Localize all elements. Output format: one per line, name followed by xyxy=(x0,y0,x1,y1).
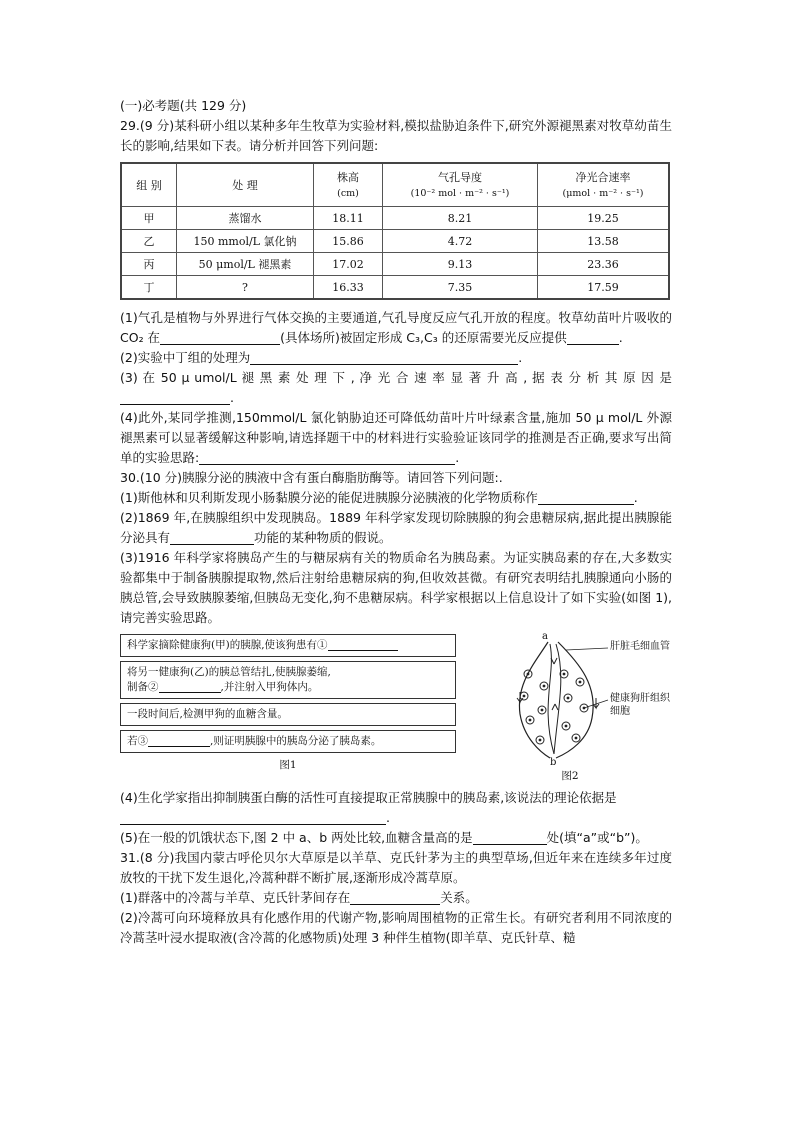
q30-part3: (3)1916 年科学家将胰岛产生的与糖尿病有关的物质命名为胰岛素。为证实胰岛素的存在,大多数实验都集中于制备胰腺提取物,然后注射给患糖尿病的狗,但收效甚微。有研究表明结扎胰腺通向小肠的胰总管,会导致胰腺萎缩,但胰岛无变化,狗不患糖尿病。科学家根据以上信息设计了如下实验(如图 1),请完善实验思路。 xyxy=(120,550,672,625)
table-row: 甲 蒸馏水 18.11 8.21 19.25 xyxy=(121,207,669,230)
answer-blank[interactable] xyxy=(120,390,230,405)
answer-blank[interactable] xyxy=(328,638,398,651)
table-row: 乙 150 mmol/L 氯化钠 15.86 4.72 13.58 xyxy=(121,230,669,253)
figure-2-diagram xyxy=(510,631,680,784)
results-table xyxy=(120,162,670,300)
flow-step-4: 若③ ,则证明胰腺中的胰岛分泌了胰岛素。 xyxy=(120,730,456,753)
point-a-label: a xyxy=(542,631,548,642)
figure-1-caption: 图1 xyxy=(279,759,297,771)
q29-intro: 29.(9 分)某科研小组以某种多年生牧草为实验材料,模拟盐胁迫条件下,研究外源褪黑素对牧草幼苗生长的影响,结果如下表。请分析并回答下列问题: xyxy=(120,118,672,153)
q29-part4: (4)此外,某同学推测,150mmol/L 氯化钠胁迫还可降低幼苗叶片叶绿素含量,施加 50 μ mol/L 外源褪黑素可以显著缓解这种影响,请选择题干中的材料进行实验验证该同学的推测是否正确,要求写出简单的实验思路: . xyxy=(120,410,672,465)
point-b-label: b xyxy=(550,757,557,768)
answer-blank[interactable] xyxy=(160,330,280,345)
header-group: 组 别 xyxy=(121,163,177,207)
q30-intro: 30.(10 分)胰腺分泌的胰液中含有蛋白酶脂肪酶等。请回答下列问题:. xyxy=(120,470,503,485)
q30-part4: (4)生化学家指出抑制胰蛋白酶的活性可直接提取正常胰腺中的胰岛素,该说法的理论依据是 . xyxy=(120,790,617,825)
answer-blank[interactable] xyxy=(567,330,619,345)
header-photosynthesis: 净光合速率 (μmol · m⁻² · s⁻¹) xyxy=(538,163,670,207)
figure-row xyxy=(120,631,672,784)
answer-blank[interactable] xyxy=(250,350,518,365)
q31-part2: (2)冷蒿可向环境释放具有化感作用的代谢产物,影响周围植物的正常生长。有研究者利用不同浓度的冷蒿茎叶浸水提取液(含冷蒿的化感物质)处理 3 种伴生植物(即羊草、克氏针草、糙 xyxy=(120,910,672,945)
header-treatment: 处 理 xyxy=(177,163,314,207)
answer-blank[interactable] xyxy=(120,810,386,825)
q30-part2: (2)1869 年,在胰腺组织中发现胰岛。1889 年科学家发现切除胰腺的狗会患糖尿病,据此提出胰腺能分泌具有 功能的某种物质的假说。 xyxy=(120,510,672,545)
q31-intro: 31.(8 分)我国内蒙古呼伦贝尔大草原是以羊草、克氏针茅为主的典型草场,但近年来在连续多年过度放牧的干扰下发生退化,冷蒿种群不断扩展,逐渐形成冷蒿草原。 xyxy=(120,850,672,885)
liver-cell-label: 健康狗肝组织细胞 xyxy=(610,693,670,717)
header-height: 株高 (cm) xyxy=(314,163,383,207)
answer-blank[interactable] xyxy=(159,680,221,693)
flow-step-2: 将另一健康狗(乙)的胰总管结扎,使胰腺萎缩, 制备② ,并注射入甲狗体内。 xyxy=(120,661,456,699)
capillary-diagram xyxy=(510,634,610,766)
answer-blank[interactable] xyxy=(538,490,634,505)
capillary-label: 肝脏毛细血管 xyxy=(610,641,670,652)
figure-2-caption: 图2 xyxy=(561,770,579,782)
q29-part2: (2)实验中丁组的处理为 . xyxy=(120,350,523,365)
table-row: 丁 ? 16.33 7.35 17.59 xyxy=(121,276,669,300)
exam-page xyxy=(120,96,672,948)
q31-part1: (1)群落中的冷蒿与羊草、克氏针茅间存在 关系。 xyxy=(120,890,478,905)
answer-blank[interactable] xyxy=(170,530,254,545)
q29-part3: (3) 在 50 μ umol/L 褪 黑 素 处 理 下 , 净 光 合 速 率 显 著 升 高 , 据 表 分 析 其 原 因 是. xyxy=(120,370,672,405)
answer-blank[interactable] xyxy=(473,830,547,845)
section-title: (一)必考题(共 129 分) xyxy=(120,98,247,113)
q29-part1: (1)气孔是植物与外界进行气体交换的主要通道,气孔导度反应气孔开放的程度。牧草幼苗叶片吸收的 CO₂ 在 (具体场所)被固定形成 C₃,C₃ 的还原需要光反应提供 . xyxy=(120,310,672,345)
q30-part1: (1)斯他林和贝利斯发现小肠黏膜分泌的能促进胰腺分泌胰液的化学物质称作 . xyxy=(120,490,638,505)
answer-blank[interactable] xyxy=(148,734,210,747)
figure-1-flowchart xyxy=(120,634,456,772)
table-header-row xyxy=(121,163,669,207)
flow-step-1: 科学家摘除健康狗(甲)的胰腺,使该狗患有① xyxy=(120,634,456,657)
flow-step-3: 一段时间后,检测甲狗的血糖含量。 xyxy=(120,703,456,726)
q30-part5: (5)在一般的饥饿状态下,图 2 中 a、b 两处比较,血糖含量高的是 处(填“a”或“b”)。 xyxy=(120,830,648,845)
table-row: 丙 50 μmol/L 褪黑素 17.02 9.13 23.36 xyxy=(121,253,669,276)
header-stomatal: 气孔导度 (10⁻² mol · m⁻² · s⁻¹) xyxy=(383,163,538,207)
answer-blank[interactable] xyxy=(199,450,455,465)
answer-blank[interactable] xyxy=(350,890,440,905)
